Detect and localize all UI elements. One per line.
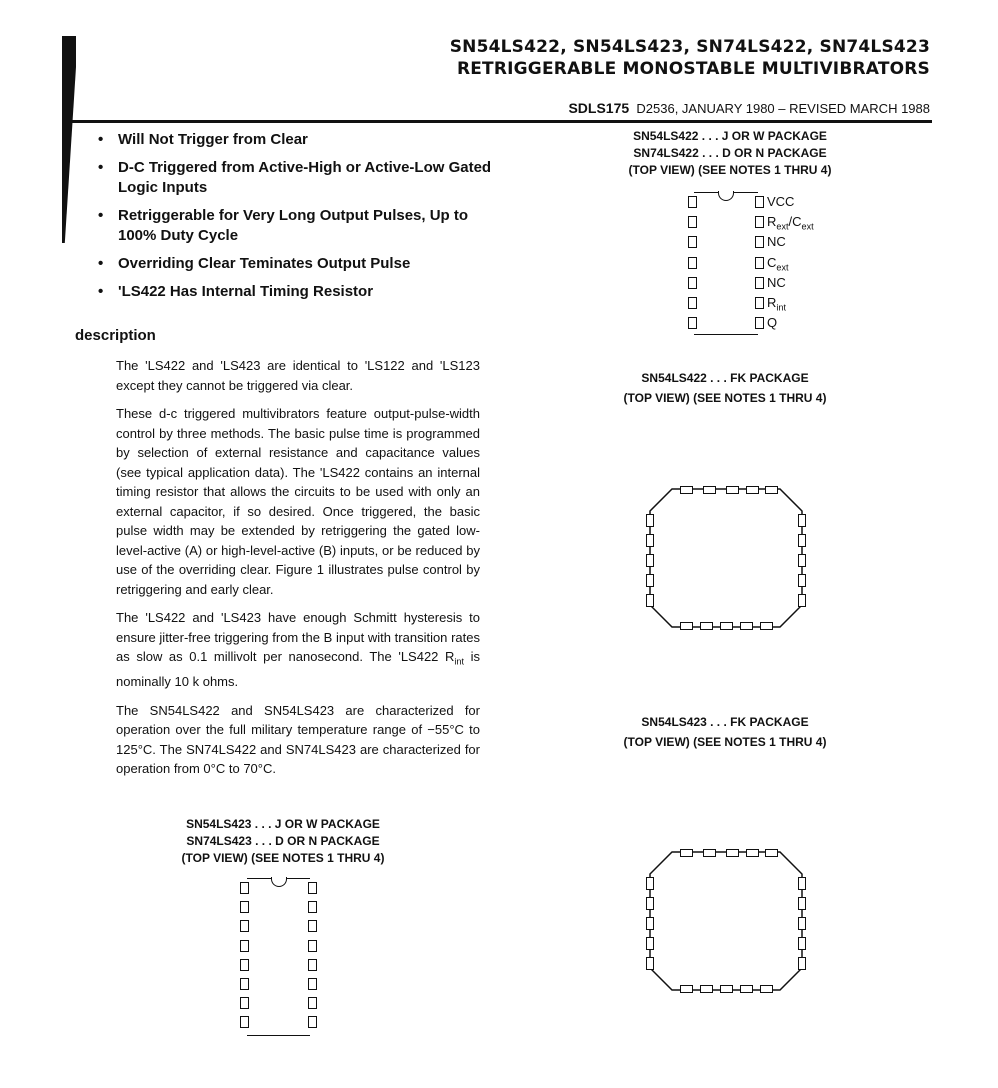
pin-box [720, 985, 733, 993]
pin-box [755, 216, 764, 228]
paragraph: The 'LS422 and 'LS423 have enough Schmitt hysteresis to ensure jitter-free triggering from the B input with transition rates as slow as 0.1 millivolt per nanosecond. The 'LS422 $R_{int}$ is nominally 10 k ohms. [116, 610, 481, 690]
pin-box [688, 317, 697, 329]
feature-item: • 'LS422 Has Internal Timing Resistor [98, 282, 493, 302]
pin-label: Q [767, 315, 778, 331]
pin-box [240, 882, 249, 894]
pin-label: VCC [767, 194, 795, 209]
pin-box [680, 849, 693, 857]
pin-label: NC [767, 234, 786, 250]
chip-outline [648, 487, 804, 629]
pin-box [688, 257, 697, 269]
pin-box [720, 622, 733, 630]
pin-box [688, 236, 697, 248]
pin-box [798, 897, 806, 910]
paragraph: The SN54LS422 and SN54LS423 are characterized for operation over the full military temperature range of −55°C to 125°C. The SN74LS422 and SN74LS423 are characterized for operation from 0°C to 70°C. [116, 702, 480, 777]
feature-item: • Will Not Trigger from Clear [98, 130, 493, 150]
doc-number: SDLS175 [568, 100, 630, 116]
pin-box [308, 978, 317, 990]
pin-box [765, 849, 778, 857]
pin-box [798, 937, 806, 950]
pin-box [798, 594, 806, 607]
pin-box [646, 897, 654, 910]
description-body [116, 356, 480, 788]
pin-box [755, 236, 764, 248]
pin-box [646, 514, 654, 527]
pin-box [646, 877, 654, 890]
doc-date: D2536, JANUARY 1980 – REVISED MARCH 1988 [636, 101, 930, 116]
pin-box [688, 196, 697, 208]
pin-box [308, 997, 317, 1009]
paragraph: These d-c triggered multivibrators feature output-pulse-width control by three methods. The basic pulse time is programmed by selection of external resistance and capacitance values (see typical application data). The 'LS422 contains an internal timing resistor that allows the circuits to be used with only an external capacitor, if so desired. Once triggered, the basic pulse width may be extended by retriggering the gated low-level-active (A) or high-level-active (B) inputs, or be reduced by use of the overriding clear. Figure 1 illustrates pulse control by retriggering and early clear. [116, 406, 480, 597]
chip-outline [648, 850, 804, 992]
pin-box [240, 959, 249, 971]
pin-box [240, 901, 249, 913]
pkg423-fk-header: SN54LS423 . . . FK PACKAGE (TOP VIEW) (SEE NOTES 1 THRU 4) [623, 715, 827, 749]
pin-box [646, 937, 654, 950]
pin-box [240, 940, 249, 952]
pin-box [726, 849, 739, 857]
pin-box [688, 297, 697, 309]
pin-box [308, 1016, 317, 1028]
margin-bar [62, 36, 76, 243]
pin-box [746, 486, 759, 494]
pin-box [240, 1016, 249, 1028]
pin-box [755, 257, 764, 269]
pin-box [765, 486, 778, 494]
pin-box [646, 917, 654, 930]
pin-box [308, 901, 317, 913]
pin-box [308, 920, 317, 932]
pin-box [746, 849, 759, 857]
pin-box [755, 277, 764, 289]
pin-box [680, 486, 693, 494]
pin-box [688, 216, 697, 228]
pin-box [646, 574, 654, 587]
pkg422-fk-header: SN54LS422 . . . FK PACKAGE (TOP VIEW) (SEE NOTES 1 THRU 4) [623, 371, 827, 405]
feature-item: • Retriggerable for Very Long Output Pulses, Up to 100% Duty Cycle [98, 206, 493, 246]
pin-box [646, 554, 654, 567]
pin-box [646, 594, 654, 607]
feature-item: • D-C Triggered from Active-High or Active-Low Gated Logic Inputs [98, 158, 493, 198]
pin-box [755, 196, 764, 208]
pin-box [798, 514, 806, 527]
pin-box [798, 574, 806, 587]
title-line-2: RETRIGGERABLE MONOSTABLE MULTIVIBRATORS [456, 59, 930, 79]
pin-box [646, 957, 654, 970]
header-rule [62, 120, 932, 123]
pin-box [308, 959, 317, 971]
title-line-1: SN54LS422, SN54LS423, SN74LS422, SN74LS423 [449, 37, 930, 57]
pin-box [798, 957, 806, 970]
pin-box [700, 622, 713, 630]
pin-box [798, 917, 806, 930]
pin-box [240, 978, 249, 990]
pin-box [798, 534, 806, 547]
pin-box [700, 985, 713, 993]
pin-box [308, 882, 317, 894]
description-heading: description [75, 327, 156, 344]
pin-box [688, 277, 697, 289]
pin-box [726, 486, 739, 494]
pin-box [646, 534, 654, 547]
pin-box [703, 849, 716, 857]
pin-box [703, 486, 716, 494]
pin-label: $R_{int}$ [767, 295, 786, 313]
feature-item: • Overriding Clear Teminates Output Pulse [98, 254, 493, 274]
paragraph: The 'LS422 and 'LS423 are identical to 'LS122 and 'LS123 except they cannot be triggered via clear. [116, 358, 480, 393]
document-id [568, 100, 930, 116]
pin-box [798, 877, 806, 890]
pkg423-dip-header: SN54LS423 . . . J OR W PACKAGE SN74LS423 . . . D OR N PACKAGE (TOP VIEW) (SEE NOTES 1 THRU 4) [181, 817, 385, 865]
pkg422-dip-header: SN54LS422 . . . J OR W PACKAGE SN74LS422 . . . D OR N PACKAGE (TOP VIEW) (SEE NOTES 1 THRU 4) [628, 129, 832, 177]
feature-list [98, 130, 493, 310]
chip-body [247, 878, 310, 1036]
pin-label: $C_{ext}$ [767, 254, 789, 273]
pin-box [755, 317, 764, 329]
pin-box [755, 297, 764, 309]
chip-body [694, 192, 758, 335]
pin-box [740, 985, 753, 993]
pin-box [240, 997, 249, 1009]
pin-box [680, 985, 693, 993]
pin-box [240, 920, 249, 932]
pin-label: $R_{ext}/C_{ext}$ [767, 214, 814, 232]
pin-box [798, 554, 806, 567]
pin-box [308, 940, 317, 952]
pin-label: NC [767, 274, 786, 290]
pin-box [680, 622, 693, 630]
pin-box [760, 622, 773, 630]
pin-box [760, 985, 773, 993]
pin-box [740, 622, 753, 630]
